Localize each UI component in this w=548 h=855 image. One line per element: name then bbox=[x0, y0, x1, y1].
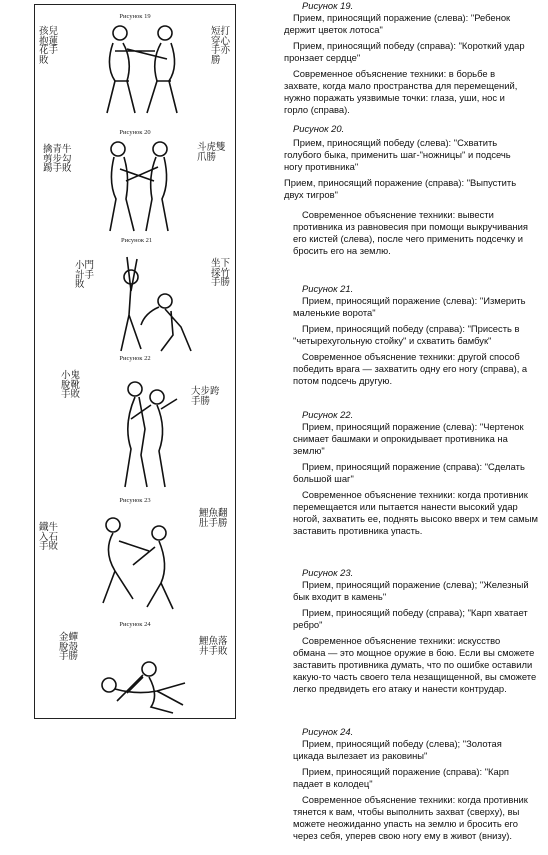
fighters-illustration bbox=[89, 511, 199, 615]
fighters-illustration bbox=[101, 251, 201, 357]
text-line: какую-то часть своего тела незащищенной, вы сможете bbox=[293, 671, 537, 682]
fighters-illustration bbox=[90, 137, 190, 237]
text-line: двух тигров" bbox=[284, 189, 338, 200]
text-line: потом подсечь другую. bbox=[293, 375, 393, 386]
text-line: перемещается или пытается нанести высокий удар bbox=[293, 501, 518, 512]
plate-left-inscription: 小門計手敗 bbox=[75, 260, 95, 290]
text-line: нужно поражать уязвимые точки: глаза, уши, нос и bbox=[284, 92, 505, 103]
text-line: маленькие ворота" bbox=[293, 307, 376, 318]
text-line: Прием, приносящий поражение (справа): "Карп bbox=[302, 766, 509, 777]
plate-right-inscription: 短打穿心手亦勝 bbox=[211, 26, 231, 66]
plate-22 bbox=[35, 355, 235, 495]
text-line: заставить противника упасть. bbox=[293, 525, 423, 536]
text-line: Современное объяснение техники: когда противник bbox=[302, 794, 528, 805]
plate-24 bbox=[35, 615, 235, 720]
text-line: заставить противника думать, что по ошибке оставили bbox=[293, 659, 533, 670]
plate-right-inscription: 鯉魚落井手敗 bbox=[199, 636, 228, 657]
plate-20 bbox=[35, 123, 235, 241]
text-line: ногу противника" bbox=[284, 161, 359, 172]
plate-right-inscription: 大步跨手勝 bbox=[191, 386, 220, 407]
figure-title: Рисунок 20. bbox=[293, 123, 345, 134]
plate-21 bbox=[35, 237, 235, 359]
fighters-illustration bbox=[87, 655, 197, 717]
text-line: снимает башмаки и опрокидывает противника на bbox=[293, 433, 508, 444]
text-line: обмана — это мощное оружие в бою. Если вы сможете bbox=[293, 647, 535, 658]
plate-left-inscription: 小鬼脫靴手敗 bbox=[61, 370, 81, 400]
plate-caption: Рисунок 23 bbox=[119, 497, 151, 504]
plate-right-inscription: 鯉魚翻肚手勝 bbox=[199, 508, 228, 529]
plate-left-inscription: 擒青牛剪步勾踢手敗 bbox=[43, 144, 72, 174]
text-line: легко предвидеть его атаку и нанести контрудар. bbox=[293, 683, 507, 694]
plate-left-inscription: 鐵牛入石手敗 bbox=[39, 522, 59, 552]
figure-title: Рисунок 23. bbox=[302, 567, 354, 578]
figure-title: Рисунок 21. bbox=[302, 283, 354, 294]
text-line: захвате, когда мало пространства для перемещений, bbox=[284, 80, 518, 91]
text-line: Прием, приносящий поражение (слева); "Железный bbox=[302, 579, 529, 590]
plate-23 bbox=[35, 495, 235, 615]
text-line: тянется к вам, чтобы выполнить захват (сверху), вы bbox=[293, 806, 520, 817]
text-line: Прием, приносящий победу (слева); "Золотая bbox=[302, 738, 502, 749]
plate-caption: Рисунок 19 bbox=[119, 13, 151, 20]
text-line: ногой, захватить ее, поднять высоко вверх и тем самым bbox=[293, 513, 538, 524]
plate-left-inscription: 金蟬脫殼手勝 bbox=[59, 632, 79, 662]
text-line: Прием, приносящий победу (справа); "Карп хватает bbox=[302, 607, 528, 618]
fighters-illustration bbox=[101, 369, 191, 493]
text-line: бык входит в камень" bbox=[293, 591, 387, 602]
text-line: его кистей (слева), после чего применить подсечку и bbox=[293, 233, 523, 244]
text-line: победить врага — захватить одну его ногу (справа), а bbox=[293, 363, 528, 374]
text-line: падает в колодец" bbox=[293, 778, 373, 789]
text-line: Прием, приносящий поражение (слева): "Чертенок bbox=[302, 421, 524, 432]
illustration-panel bbox=[34, 4, 236, 719]
text-line: Современное объяснение техники: вывести bbox=[302, 209, 494, 220]
text-line: пронзает сердце" bbox=[284, 52, 361, 63]
plate-19 bbox=[35, 5, 235, 123]
text-line: Прием, приносящий победу (слева): "Схватить bbox=[293, 137, 498, 148]
text-line: "четырехугольную стойку" и схватить бамбук" bbox=[293, 335, 492, 346]
figure-title: Рисунок 22. bbox=[302, 409, 354, 420]
text-line: землю" bbox=[293, 445, 325, 456]
plate-caption: Рисунок 22 bbox=[119, 355, 151, 362]
text-line: голубого быка, применить шаг-"ножницы" и подсечь bbox=[284, 149, 511, 160]
text-line: Прием, приносящий победу (справа): "Присесть в bbox=[302, 323, 520, 334]
plate-caption: Рисунок 20 bbox=[119, 129, 151, 136]
text-line: бросить его на землю. bbox=[293, 245, 391, 256]
text-line: горло (справа). bbox=[284, 104, 350, 115]
text-line: цикада вылезает из раковины" bbox=[293, 750, 428, 761]
text-line: Прием, приносящий поражение (справа): "Выпустить bbox=[284, 177, 517, 188]
plate-right-inscription: 斗虎雙爪勝 bbox=[197, 142, 226, 163]
figure-title: Рисунок 19. bbox=[302, 0, 354, 11]
plate-left-inscription: 孩兒抱蓮花手敗 bbox=[39, 26, 59, 66]
plate-caption: Рисунок 24 bbox=[119, 621, 151, 628]
text-line: Прием, приносящий победу (справа): "Короткий удар bbox=[293, 40, 525, 51]
plate-caption: Рисунок 21 bbox=[121, 237, 153, 244]
text-line: противника из равновесия при помощи выкручивания bbox=[293, 221, 528, 232]
text-line: через себя, уперев свою ногу ему в живот (внизу). bbox=[293, 830, 513, 841]
figure-title: Рисунок 24. bbox=[302, 726, 354, 737]
text-line: Современное объяснение техники: искусство bbox=[302, 635, 501, 646]
text-line: Прием, приносящий поражение (справа): "Сделать bbox=[302, 461, 525, 472]
text-line: Современное объяснение техники: когда противник bbox=[302, 489, 528, 500]
text-line: большой шаг" bbox=[293, 473, 354, 484]
fighters-illustration bbox=[85, 21, 205, 121]
plate-right-inscription: 坐下採竹手勝 bbox=[211, 258, 231, 288]
text-line: держит цветок лотоса" bbox=[284, 24, 383, 35]
text-line: Современное объяснение техники: другой способ bbox=[302, 351, 520, 362]
text-line: Современное объяснение техники: в борьбе в bbox=[293, 68, 496, 79]
text-line: можете неожиданно упасть на землю и бросить его bbox=[293, 818, 518, 829]
text-line: ребро" bbox=[293, 619, 323, 630]
text-line: Прием, приносящий поражение (слева): "Измерить bbox=[302, 295, 526, 306]
text-line: Прием, приносящий поражение (слева): "Ребенок bbox=[293, 12, 511, 23]
